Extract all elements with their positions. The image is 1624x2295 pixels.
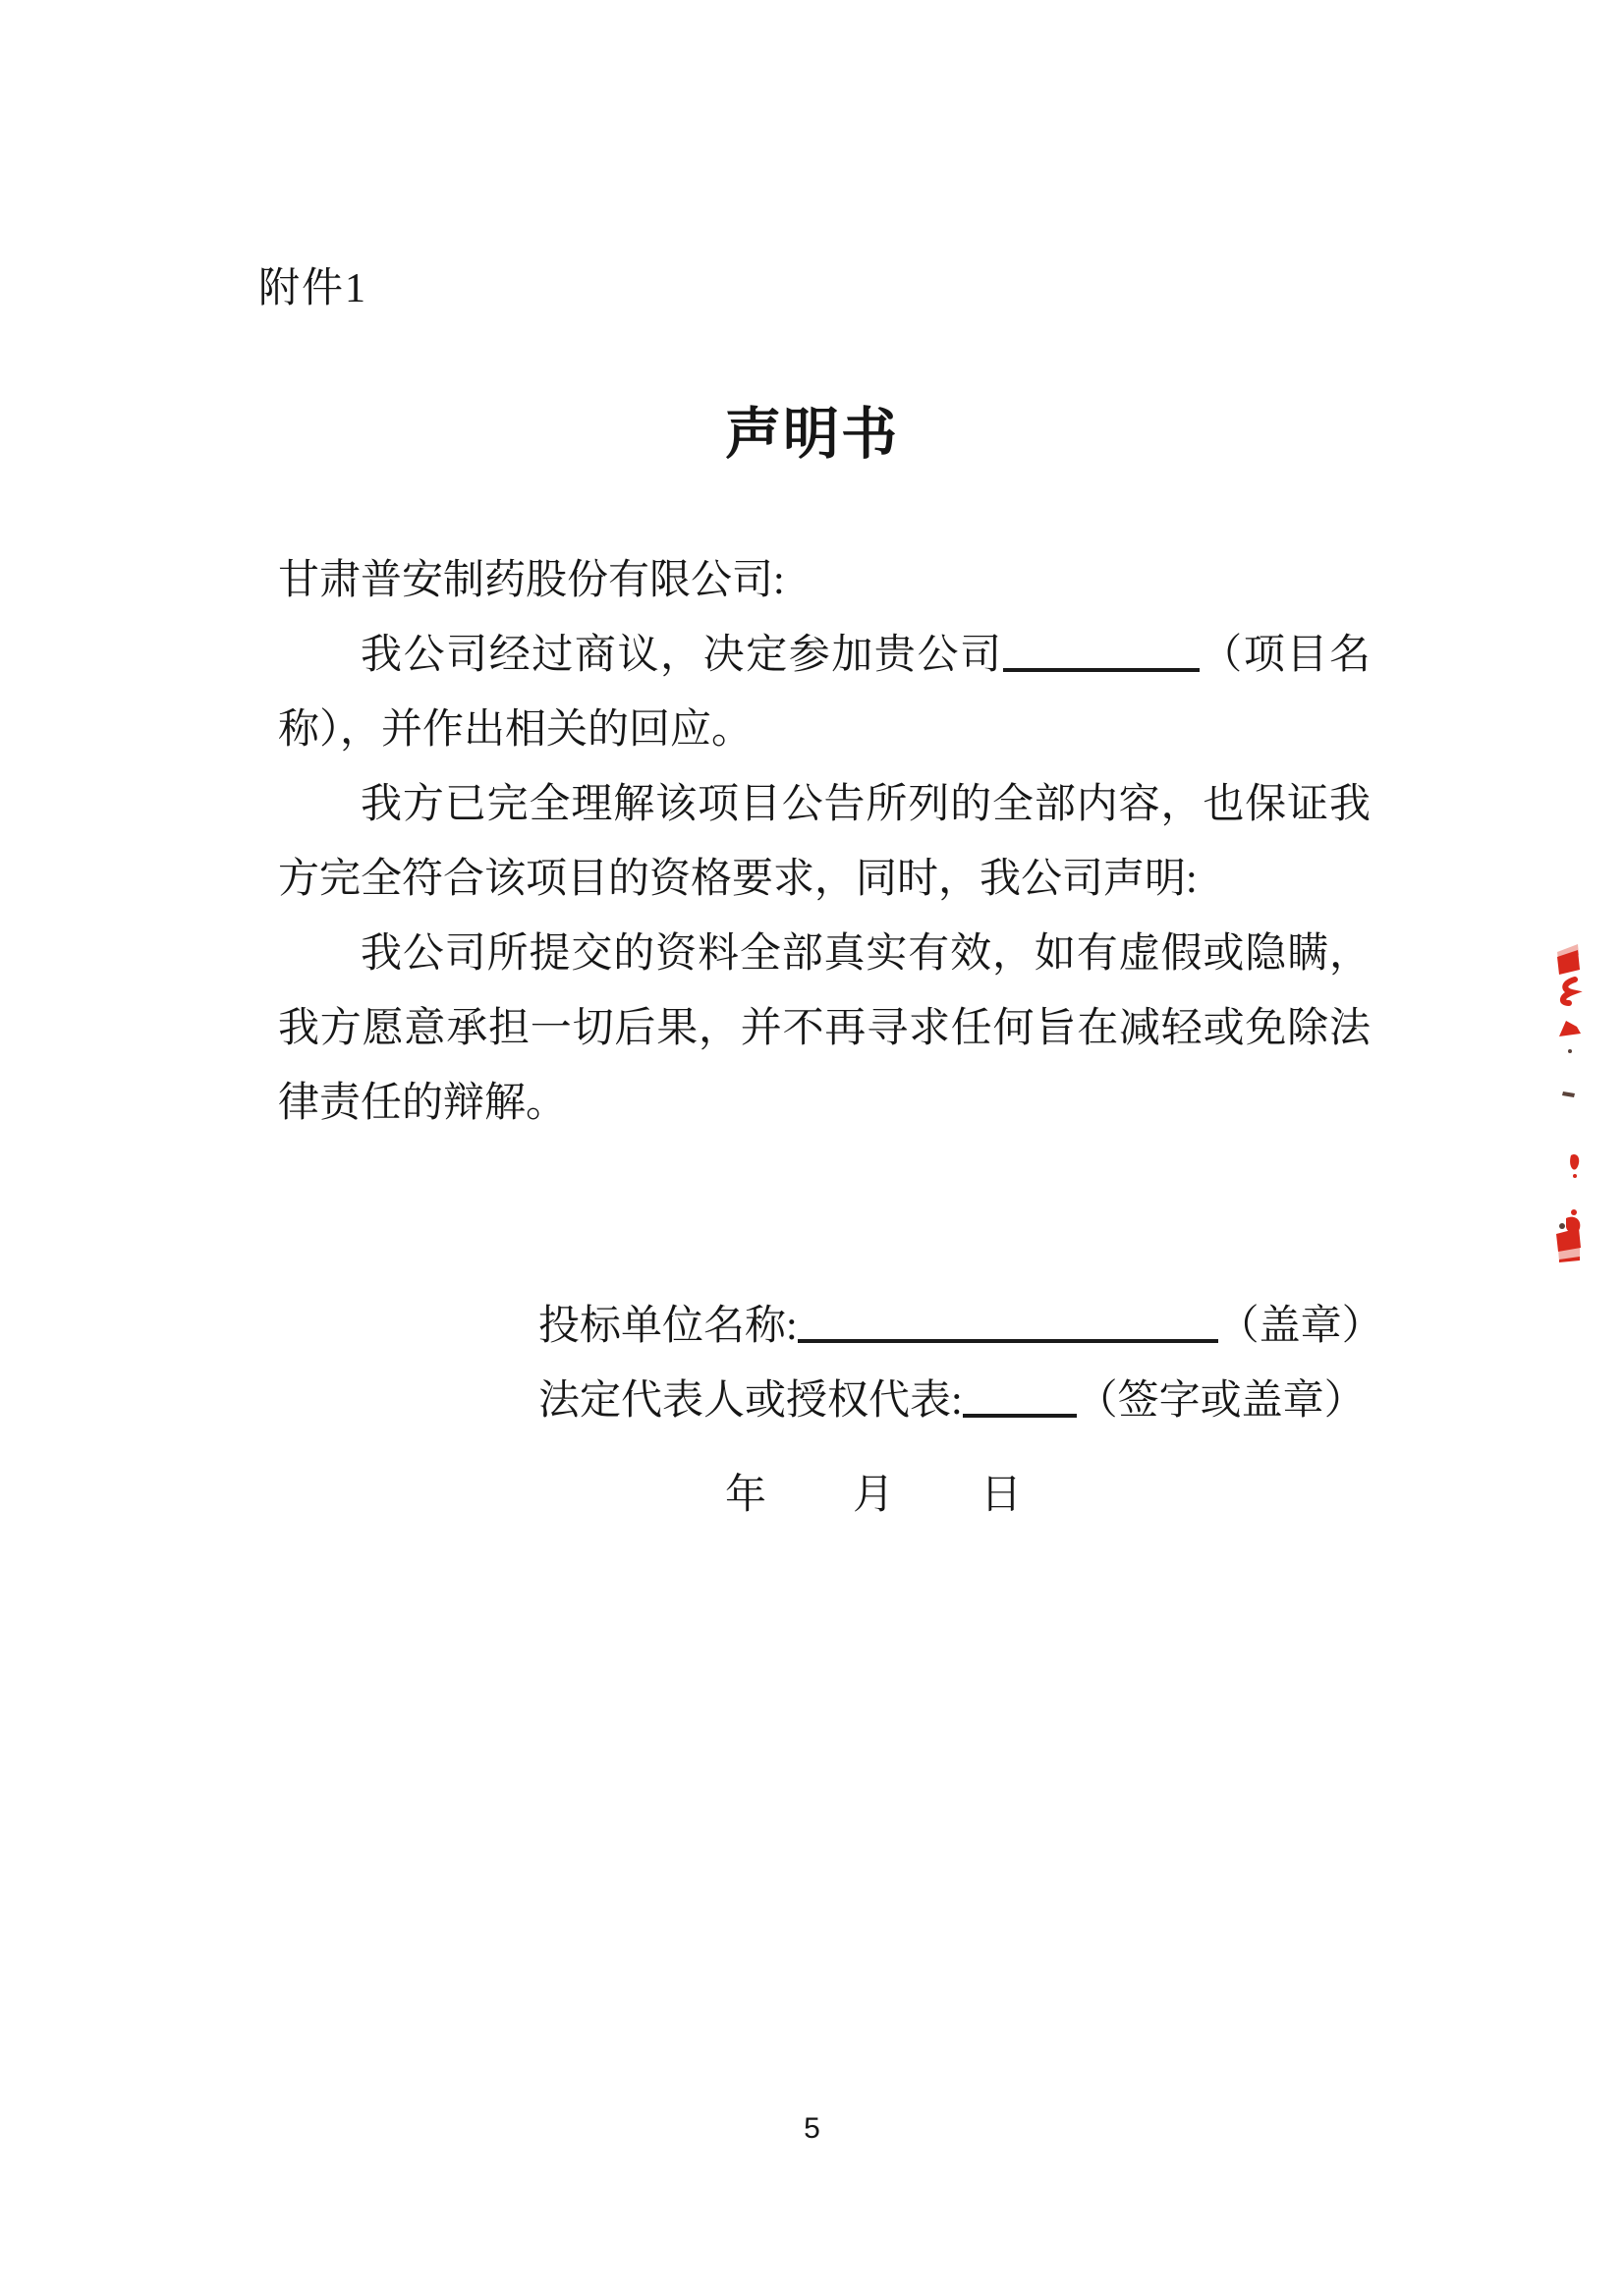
paragraph-understanding: 我方已完全理解该项目公告所列的全部内容，也保证我方完全符合该项目的资格要求，同时，我公司声明: [278, 782, 1371, 902]
representative-blank-line [963, 1414, 1077, 1418]
signature-block [538, 1289, 1383, 1533]
attachment-label: 附件1 [258, 266, 368, 311]
paragraph-truthfulness: 我公司所提交的资料全部真实有效，如有虚假或隐瞒，我方愿意承担一切后果，并不再寻求任何旨在减轻或免除法律责任的辩解。 [278, 931, 1371, 1126]
date-row [538, 1458, 1383, 1533]
year-label: 年 [725, 1473, 767, 1518]
representative-row [538, 1364, 1383, 1438]
page-number: 5 [804, 2112, 820, 2145]
paragraph-project [278, 618, 1371, 767]
sign-or-stamp-note: （签字或盖章） [1076, 1378, 1366, 1424]
red-stamp-fragments-icon [1552, 938, 1624, 1262]
salutation-line: 甘肃普安制药股份有限公司: [278, 558, 785, 603]
bidder-name-row [538, 1289, 1383, 1364]
bidder-name-label: 投标单位名称: [538, 1304, 798, 1349]
representative-label: 法定代表人或授权代表: [538, 1378, 963, 1424]
paragraph-project-text-after: （项目名称），并作出相关的回应。 [278, 633, 1371, 753]
bidder-name-blank-line [798, 1339, 1218, 1343]
document-body [278, 543, 1371, 1141]
paragraph-project-text-before: 我公司经过商议，决定参加贵公司 [361, 633, 1003, 678]
stamp-note: （盖章） [1217, 1304, 1383, 1349]
day-label: 日 [980, 1473, 1023, 1518]
project-name-blank-line [1003, 668, 1200, 672]
page-title: 声明书 [725, 404, 899, 466]
month-label: 月 [853, 1473, 895, 1518]
